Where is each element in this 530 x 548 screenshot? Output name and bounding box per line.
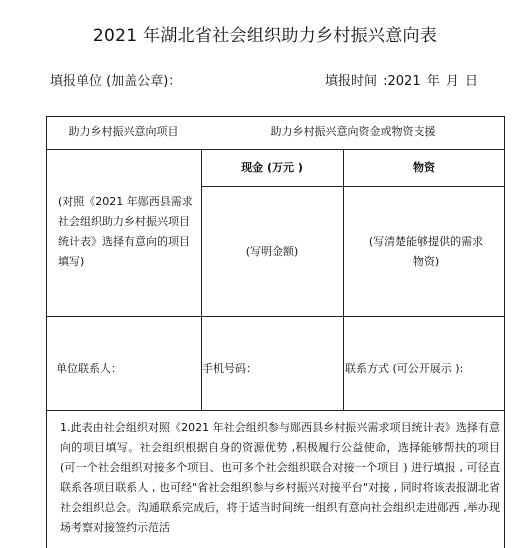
goods-hint: (写清楚能够提供的需求物资)	[368, 235, 484, 268]
form-note: 1.此表由社会组织对照《2021 年社会组织参与郧西县乡村振兴需求项目统计表》选择有意向的项目填写。社会组织根据自身的资源优势 ,积极履行公益使命，选择能够帮扶的项目 (可一个社会组织对接多个项目、也可多个社会组织联合对接一个项目 ) 进行填报 , 可径直联系各项目联系人 , 也可经"省社会组织参与乡村振兴对接平台"对接 , 同时将该表报湖北省社会组织总会。沟通联系完成后，将于适当时间统一组织有意向社会组织走进郧西 ,举办现场考察对接签约示范活	[60, 421, 500, 534]
table-col-divider-2	[343, 149, 344, 410]
header-project: 助力乡村振兴意向项目	[68, 125, 179, 138]
table-border-left	[46, 116, 47, 548]
subheader-cash: 现金 (万元 )	[241, 161, 303, 174]
subheader-goods: 物资	[413, 161, 435, 174]
header-support: 助力乡村振兴意向资金或物资支援	[270, 125, 436, 138]
cash-hint: (写明金额)	[245, 245, 299, 258]
table-rule-header	[46, 149, 505, 150]
contact-person-label: 单位联系人：	[56, 362, 122, 375]
table-rule-contact	[46, 410, 505, 411]
table-border-right	[504, 116, 505, 548]
table-rule-subheader	[201, 186, 505, 187]
table-rule-content	[46, 316, 505, 317]
intention-form-table	[46, 116, 505, 548]
filling-time-label: 填报时间 :2021 年 月 日	[325, 74, 478, 89]
filling-unit-label: 填报单位 (加盖公章)：	[50, 74, 182, 89]
project-hint: (对照《2021 年郧西县需求社会组织助力乡村振兴项目统计表》选择有意向的项目填写)	[58, 195, 193, 268]
phone-label: 手机号码：	[202, 362, 257, 375]
contact-method-label: 联系方式 (可公开展示 ):	[345, 362, 464, 375]
table-border-top	[46, 116, 505, 117]
page-title: 2021 年湖北省社会组织助力乡村振兴意向表	[92, 26, 438, 46]
